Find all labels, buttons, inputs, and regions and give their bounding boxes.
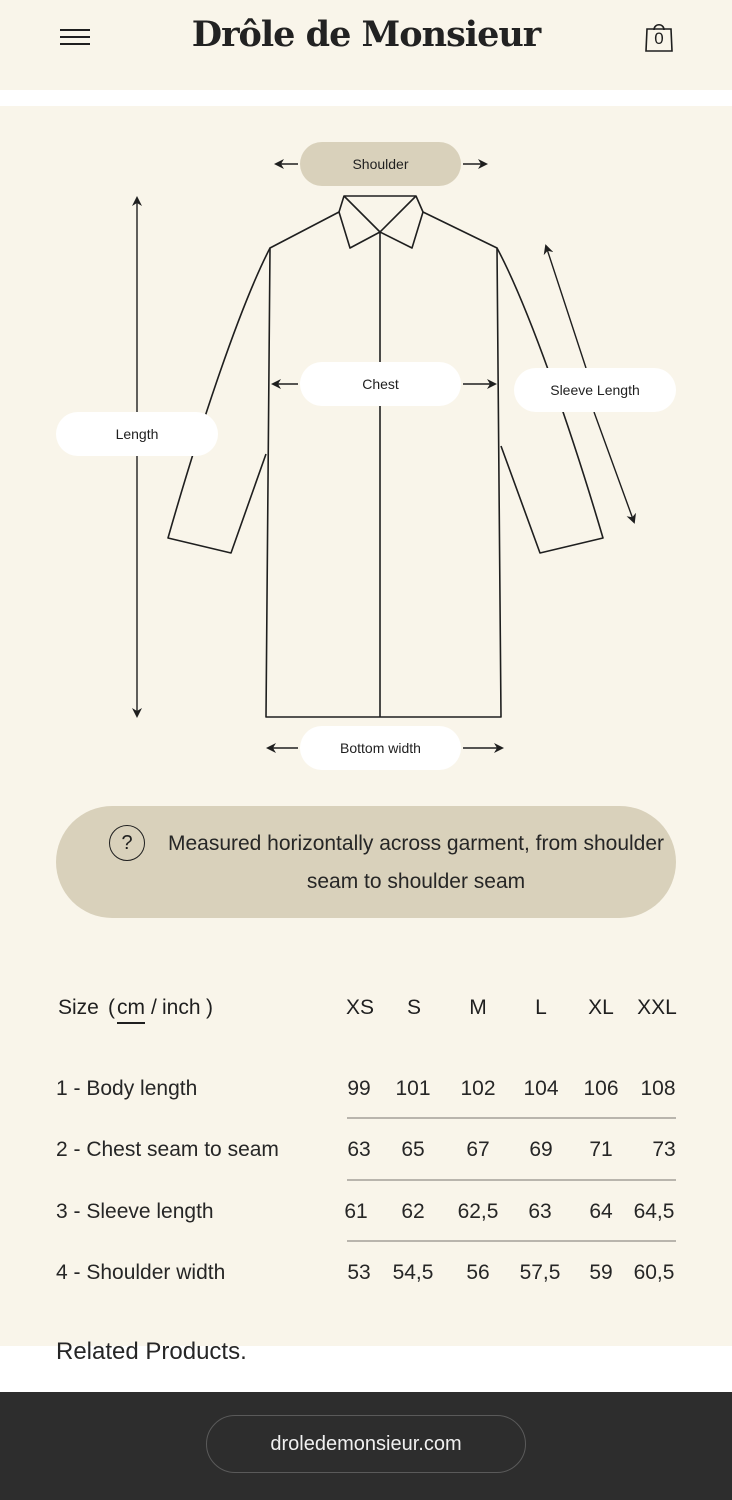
table-cell: 62 (401, 1200, 425, 1223)
cart-count: 0 (654, 29, 664, 48)
size-header-xxl: XXL (637, 996, 677, 1019)
table-cell: 73 (652, 1138, 676, 1161)
table-cell: 69 (529, 1138, 553, 1161)
table-cell: 101 (395, 1077, 431, 1100)
table-cell: 63 (528, 1200, 552, 1223)
length-label-pill[interactable]: Length (56, 412, 218, 456)
table-cell: 61 (344, 1200, 368, 1223)
table-cell: 65 (401, 1138, 425, 1161)
table-cell: 104 (523, 1077, 559, 1100)
sleeve-length-label-pill[interactable]: Sleeve Length (514, 368, 676, 412)
row-label-body-length: 1 - Body length (56, 1077, 198, 1100)
table-cell: 54,5 (392, 1261, 434, 1284)
table-cell: 108 (640, 1077, 676, 1100)
table-cell: 71 (589, 1138, 613, 1161)
garment-diagram (0, 106, 732, 786)
bottom-bar (0, 1392, 732, 1500)
size-header-xs: XS (345, 996, 374, 1019)
row-divider (347, 1117, 676, 1119)
size-header-l: L (535, 996, 547, 1019)
size-header-xl: XL (588, 996, 614, 1019)
table-cell: 63 (347, 1138, 371, 1161)
size-header-m: M (469, 996, 487, 1019)
row-divider (347, 1179, 676, 1181)
unit-paren-close: ) (206, 996, 213, 1019)
website-link-button[interactable]: droledemonsieur.com (206, 1415, 526, 1473)
unit-separator: / (151, 996, 157, 1019)
table-cell: 62,5 (457, 1200, 499, 1223)
row-divider (347, 1240, 676, 1242)
table-cell: 56 (466, 1261, 490, 1284)
table-cell: 99 (347, 1077, 371, 1100)
table-cell: 64,5 (633, 1200, 675, 1223)
bottom-width-label-pill[interactable]: Bottom width (300, 726, 461, 770)
table-cell: 53 (347, 1261, 371, 1284)
table-cell: 67 (466, 1138, 490, 1161)
chest-label-pill[interactable]: Chest (300, 362, 461, 406)
question-mark-icon: ? (109, 825, 145, 861)
brand-logo[interactable]: Drôle de Monsieur (191, 14, 541, 55)
row-label-shoulder-width: 4 - Shoulder width (56, 1261, 226, 1284)
size-guide-panel (0, 106, 732, 1346)
shopping-bag-icon[interactable] (644, 21, 674, 53)
table-cell: 102 (460, 1077, 496, 1100)
table-cell: 59 (589, 1261, 613, 1284)
unit-paren-open: ( (108, 996, 115, 1019)
table-cell: 64 (589, 1200, 613, 1223)
measurement-info-box (56, 806, 676, 918)
size-header-row (56, 994, 676, 1026)
size-column-label: Size (58, 996, 99, 1019)
measurement-description: Measured horizontally across garment, from shoulder seam to shoulder seam (167, 832, 665, 893)
table-cell: 106 (583, 1077, 619, 1100)
table-cell: 60,5 (633, 1261, 675, 1284)
row-label-sleeve-length: 3 - Sleeve length (56, 1200, 214, 1223)
unit-toggle-cm[interactable]: cm (117, 996, 145, 1024)
site-header (0, 0, 732, 90)
unit-toggle-inch[interactable]: inch (162, 996, 201, 1019)
shoulder-label-pill[interactable]: Shoulder (300, 142, 461, 186)
row-label-chest: 2 - Chest seam to seam (56, 1138, 279, 1161)
related-products-heading: Related Products. (56, 1338, 247, 1365)
size-header-s: S (406, 996, 421, 1019)
table-cell: 57,5 (519, 1261, 561, 1284)
